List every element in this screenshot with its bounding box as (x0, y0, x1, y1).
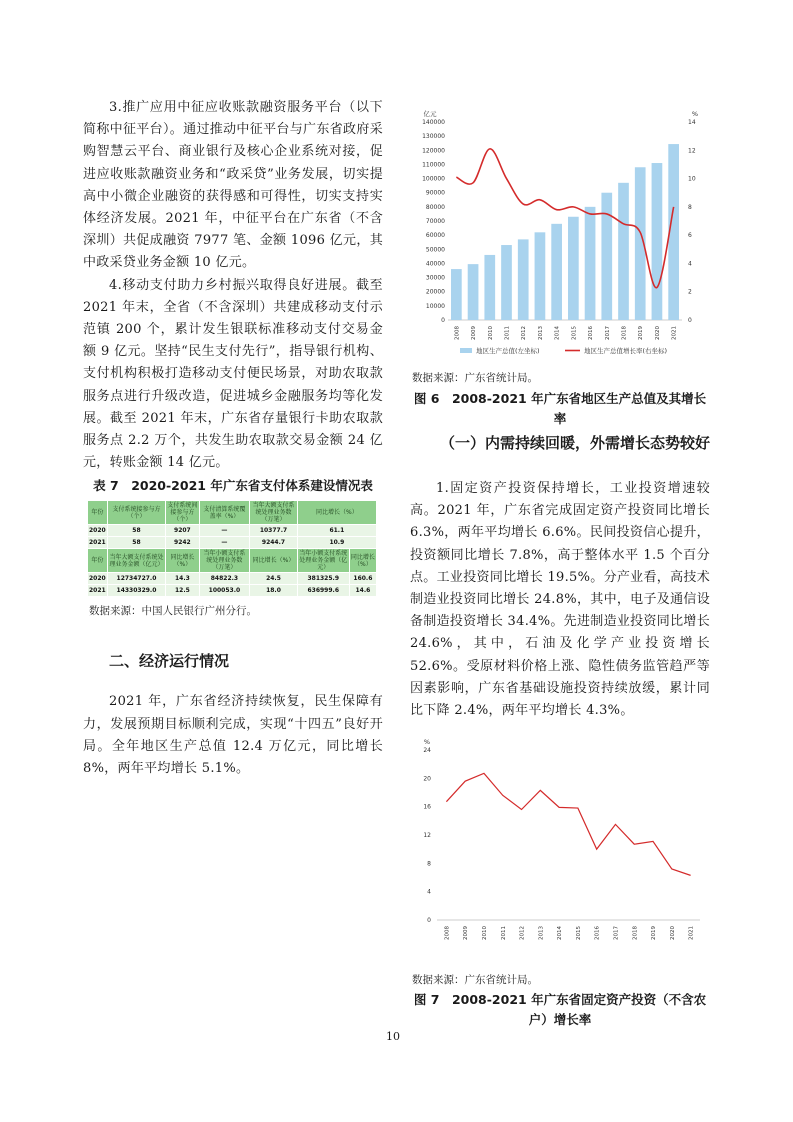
table-cell: 同比增长（%） (250, 549, 297, 573)
legend-bar-swatch (460, 348, 472, 353)
y-left-unit: 亿元 (423, 110, 437, 118)
table-cell: 12734727.0 (107, 573, 165, 585)
paragraph-mobile-payment: 4.移动支付助力乡村振兴取得良好进展。截至 2021 年末，全省（不含深圳）共建成移动支付示范镇 200 个，累计发生银联标准移动支付交易金额 9 亿元。坚持“民生支付先行”，指导银行机构、支付机构积极打造移动支付便民场景，对助农取款服务点进行升级改造，促进城乡金融服务均等化发展。截至 2021 年末，广东省存量银行卡助农取款服务点 2.2 万个，共发生助农取款交易金额 24 亿元，转账金额 14 亿元。 (83, 277, 383, 471)
x-tick-label: 2008 (444, 926, 451, 940)
table-cell: 2020 (88, 525, 108, 537)
table-cell: 14.3 (166, 573, 199, 585)
gdp-bar (501, 245, 512, 320)
x-tick-label: 2013 (537, 326, 544, 340)
legend-line-label: 地区生产总值增长率(右坐标) (584, 347, 668, 355)
gdp-bar (585, 207, 596, 320)
y-left-tick-label: 60000 (425, 232, 445, 240)
table-cell: 当年大额支付系统处理业务金额（亿元） (107, 549, 165, 573)
figure-6-caption: 图 6 2008-2021 年广东省地区生产总值及其增长率 (413, 391, 707, 426)
figure-7-caption: 图 7 2008-2021 年广东省固定资产投资（不含农户）增长率 (413, 992, 707, 1027)
table-cell: 58 (107, 525, 165, 537)
paragraph-fixed-investment: 1.固定资产投资保持增长，工业投资增速较高。2021 年，广东省完成固定资产投资同比增长 6.3%，两年平均增长 6.6%。民间投资信心提升，投资额同比增长 7.8%，高于整体水平 1.5 个百分点。工业投资同比增长 19.5%。分产业看，高技术制造业投资同比增长 24.8%，其中，电子及通信设备制造投资增长 34.4%。先进制造业投资同比增长 24.6%，其中，石油及化学产业投资增长 52.6%。受原材料价格上涨、隐性债务监管趋严等因素影响，广东省基础设施投资持续放缓，累计同比下降 2.4%，两年平均增长 4.3%。 (410, 481, 710, 719)
table-cell: 160.6 (349, 573, 376, 585)
table-cell: 381325.9 (297, 573, 349, 585)
page-number: 10 (386, 1030, 400, 1043)
gdp-chart-svg (410, 108, 710, 363)
table-cell: — (199, 537, 250, 549)
figure-6-source: 数据来源：广东省统计局。 (412, 372, 538, 384)
section-title: 二、经济运行情况 (109, 652, 230, 671)
x-tick-label: 2019 (638, 326, 645, 340)
y-right-tick-label: 14 (688, 119, 696, 126)
x-tick-label: 2013 (538, 926, 545, 940)
legend-bar-label: 地区生产总值(左坐标) (476, 347, 540, 355)
x-tick-label: 2009 (471, 326, 478, 340)
table-cell: 2021 (88, 537, 108, 549)
x-tick-label: 2016 (594, 926, 601, 940)
gdp-bar (535, 232, 546, 320)
y-tick-label: 4 (427, 888, 431, 896)
table-cell: 2021 (88, 585, 108, 597)
table-cell: 同比增长（%） (297, 501, 376, 525)
figure-7-source: 数据来源：广东省统计局。 (412, 974, 538, 986)
gdp-bar (652, 163, 663, 320)
x-tick-label: 2020 (669, 926, 676, 940)
y-tick-label: 16 (423, 803, 431, 811)
table-row (88, 585, 377, 597)
table-cell: 当年大额支付系统处理业务数（万笔） (250, 501, 297, 525)
gdp-bar (451, 269, 462, 320)
x-tick-label: 2011 (504, 326, 511, 340)
investment-growth-line (446, 773, 690, 875)
x-tick-label: 2019 (651, 926, 658, 940)
y-right-tick-label: 4 (688, 260, 692, 268)
figure-6-chart (410, 108, 710, 363)
subsection-title: （一）内需持续回暖，外需增长态势较好 (440, 434, 711, 452)
table-cell: 同比增长（%） (166, 549, 199, 573)
y-tick-label: 8 (427, 860, 431, 868)
gdp-bar (518, 239, 529, 320)
y-tick-label: 0 (427, 917, 431, 924)
table-cell: 年份 (88, 549, 108, 573)
table-source: 数据来源：中国人民银行广州分行。 (89, 605, 257, 618)
table-cell: 2020 (88, 573, 108, 585)
table-cell: — (199, 525, 250, 537)
x-tick-label: 2015 (575, 926, 582, 940)
x-tick-label: 2020 (654, 326, 661, 340)
table-cell: 10.9 (297, 537, 376, 549)
x-tick-label: 2010 (481, 926, 488, 940)
table-cell: 10377.7 (250, 525, 297, 537)
left-column (83, 97, 383, 780)
y-left-tick-label: 80000 (425, 203, 445, 211)
y-right-tick-label: 0 (688, 317, 692, 324)
table-cell: 636999.6 (297, 585, 349, 597)
table-cell: 9207 (166, 525, 199, 537)
x-tick-label: 2021 (688, 926, 695, 940)
table-cell: 同比增长（%） (349, 549, 376, 573)
x-tick-label: 2012 (519, 926, 526, 940)
table-cell: 9244.7 (250, 537, 297, 549)
x-tick-label: 2016 (588, 326, 595, 340)
x-tick-label: 2017 (604, 326, 611, 340)
y-tick-label: 20 (423, 775, 431, 783)
x-tick-label: 2010 (487, 326, 494, 340)
table-cell: 当年小额支付系统处理业务数（万笔） (199, 549, 250, 573)
table-header-row (88, 501, 377, 525)
gdp-bar (484, 255, 495, 320)
table-cell: 100053.0 (199, 585, 250, 597)
investment-chart-svg (415, 738, 705, 948)
x-tick-label: 2021 (671, 326, 678, 340)
table-cell: 9242 (166, 537, 199, 549)
y-left-tick-label: 30000 (425, 274, 445, 282)
y-right-tick-label: 10 (688, 175, 696, 183)
x-tick-label: 2018 (621, 326, 628, 340)
y-left-tick-label: 100000 (422, 175, 445, 183)
table-cell: 14.6 (349, 585, 376, 597)
table-cell: 支付清算系统覆盖率（%） (199, 501, 250, 525)
y-right-tick-label: 6 (688, 232, 692, 240)
y-tick-label: 24 (423, 747, 431, 754)
y-left-tick-label: 50000 (425, 246, 445, 254)
right-text-block (410, 478, 710, 722)
table-cell: 18.0 (250, 585, 297, 597)
table-cell: 84822.3 (199, 573, 250, 585)
table-cell: 年份 (88, 501, 108, 525)
x-tick-label: 2012 (521, 326, 528, 340)
table-header-row (88, 549, 377, 573)
table-row (88, 573, 377, 585)
table-row (88, 537, 377, 549)
x-tick-label: 2011 (500, 926, 507, 940)
y-right-tick-label: 2 (688, 288, 692, 296)
table-cell: 12.5 (166, 585, 199, 597)
y-left-tick-label: 140000 (422, 119, 445, 126)
y-left-tick-label: 10000 (425, 302, 445, 310)
table-cell: 24.5 (250, 573, 297, 585)
x-tick-label: 2018 (632, 926, 639, 940)
x-tick-label: 2014 (554, 326, 561, 340)
payment-system-table (87, 500, 383, 597)
y-left-tick-label: 40000 (425, 260, 445, 268)
x-tick-label: 2009 (463, 926, 470, 940)
figure-7-chart (415, 738, 705, 948)
table-cell: 14330329.0 (107, 585, 165, 597)
y-right-tick-label: 12 (688, 147, 696, 155)
table-cell: 支付系统间接参与方（个） (167, 502, 198, 524)
y-right-tick-label: 8 (688, 203, 692, 211)
y-left-tick-label: 130000 (422, 133, 445, 141)
y-left-tick-label: 120000 (422, 147, 445, 155)
paragraph-zhongzheng-platform: 3.推广应用中征应收账款融资服务平台（以下简称中征平台）。通过推动中征平台与广东省政府采购智慧云平台、商业银行及核心企业系统对接，促进应收账款融资业务和“政采贷”业务发展，切实提高中小微企业融资的获得感和可得性，切实支持实体经济发展。2021 年，中征平台在广东省（不含深圳）共促成融资 7977 笔、金额 1096 亿元，其中政采贷业务金额 10 亿元。 (83, 100, 383, 271)
y-left-tick-label: 110000 (422, 161, 445, 169)
table-cell: 61.1 (297, 525, 376, 537)
y-left-tick-label: 20000 (425, 288, 445, 296)
y-left-tick-label: 70000 (425, 218, 445, 225)
paragraph-economy-overview: 2021 年，广东省经济持续恢复，民生保障有力，发展预期目标顺利完成，实现“十四五”良好开局。全年地区生产总值 12.4 万亿元，同比增长 8%，两年平均增长 5.1%。 (83, 694, 383, 777)
y-tick-label: 12 (423, 832, 431, 839)
table-row (88, 525, 377, 537)
gdp-bar (618, 183, 629, 320)
x-tick-label: 2017 (613, 926, 620, 940)
y-axis-unit: % (423, 738, 431, 746)
table-cell: 支付系统接参与方（个） (107, 501, 165, 525)
gdp-bar (601, 193, 612, 320)
gdp-bar (568, 217, 579, 320)
gdp-bar (468, 264, 479, 320)
gdp-bar (551, 224, 562, 320)
x-tick-label: 2015 (571, 326, 578, 340)
x-tick-label: 2014 (557, 926, 564, 940)
y-left-tick-label: 90000 (425, 189, 445, 197)
x-tick-label: 2008 (454, 326, 461, 340)
y-right-unit: % (691, 110, 699, 118)
table-caption: 表 7 2020-2021 年广东省支付体系建设情况表 (93, 478, 373, 494)
y-left-tick-label: 0 (441, 317, 445, 324)
table-cell: 58 (107, 537, 165, 549)
table-cell: 当年小额支付系统处理业务金额（亿元） (297, 549, 349, 573)
